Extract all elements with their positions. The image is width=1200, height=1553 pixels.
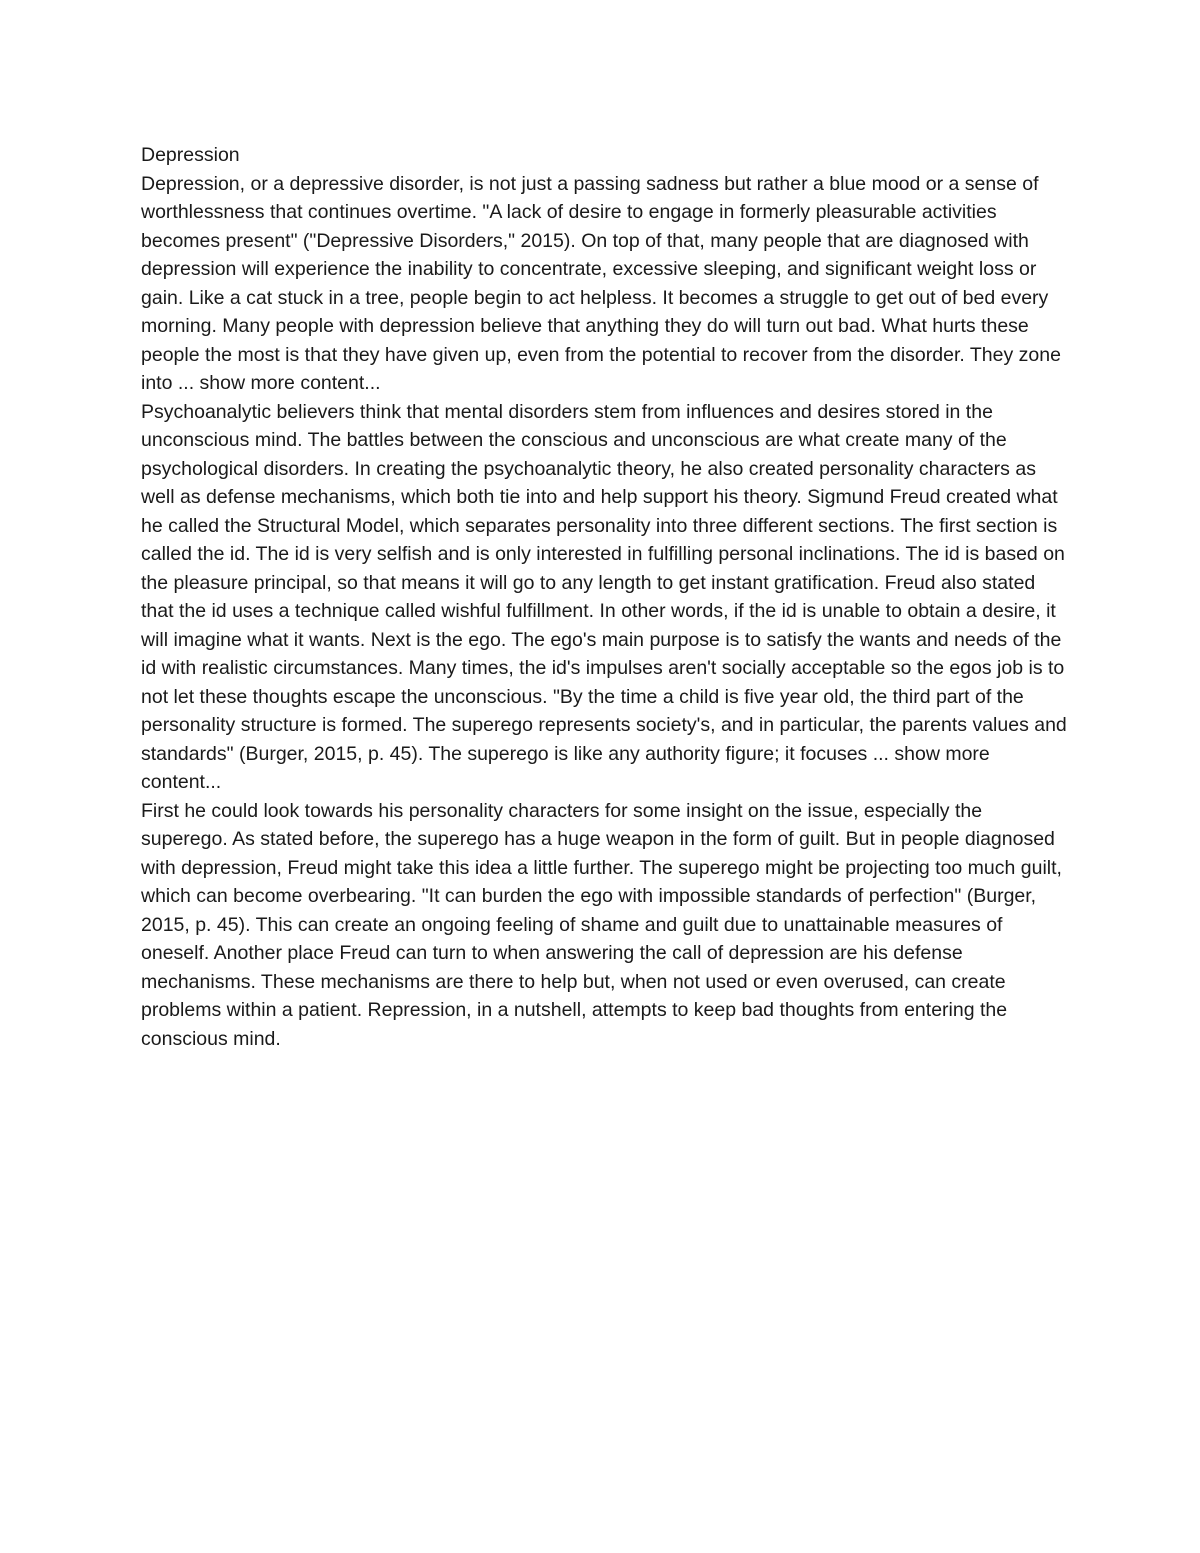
paragraph-1: Depression, or a depressive disorder, is not just a passing sadness but rather a blue mood or a sense of worthlessness that continues overtime. "A lack of desire to engage in formerly pleasurable activities becomes present" ("Depressive Disorders," 2015). On top of that, many people that are diagnosed with depression will experience the inability to concentrate, excessive sleeping, and significant weight loss or gain. Like a cat stuck in a tree, people begin to act helpless. It becomes a struggle to get out of bed every morning. Many people with depression believe that anything they do will turn out bad. What hurts these people the most is that they have given up, even from the potential to recover from the disorder. They zone into ... show more content... [141, 172, 1061, 394]
document-title: Depression [141, 144, 240, 166]
document-body [141, 141, 1071, 1053]
paragraph-3: First he could look towards his personality characters for some insight on the issue, especially the superego. As stated before, the superego has a huge weapon in the form of guilt. But in people diagnosed with depression, Freud might take this idea a little further. The superego might be projecting too much guilt, which can become overbearing. "It can burden the ego with impossible standards of perfection" (Burger, 2015, p. 45). This can create an ongoing feeling of shame and guilt due to unattainable measures of oneself. Another place Freud can turn to when answering the call of depression are his defense mechanisms. These mechanisms are there to help but, when not used or even overused, can create problems within a patient. Repression, in a nutshell, attempts to keep bad thoughts from entering the conscious mind. [141, 799, 1062, 1050]
paragraph-2: Psychoanalytic believers think that mental disorders stem from influences and desires stored in the unconscious mind. The battles between the conscious and unconscious are what create many of the psychological disorders. In creating the psychoanalytic theory, he also created personality characters as well as defense mechanisms, which both tie into and help support his theory. Sigmund Freud created what he called the Structural Model, which separates personality into three different sections. The first section is called the id. The id is very selfish and is only interested in fulfilling personal inclinations. The id is based on the pleasure principal, so that means it will go to any length to get instant gratification. Freud also stated that the id uses a technique called wishful fulfillment. In other words, if the id is unable to obtain a desire, it will imagine what it wants. Next is the ego. The ego's main purpose is to satisfy the wants and needs of the id with realistic circumstances. Many times, the id's impulses aren't socially acceptable so the egos job is to not let these thoughts escape the unconscious. "By the time a child is five year old, the third part of the personality structure is formed. The superego represents society's, and in particular, the parents values and standards" (Burger, 2015, p. 45). The superego is like any authority figure; it focuses ... show more content... [141, 400, 1067, 793]
